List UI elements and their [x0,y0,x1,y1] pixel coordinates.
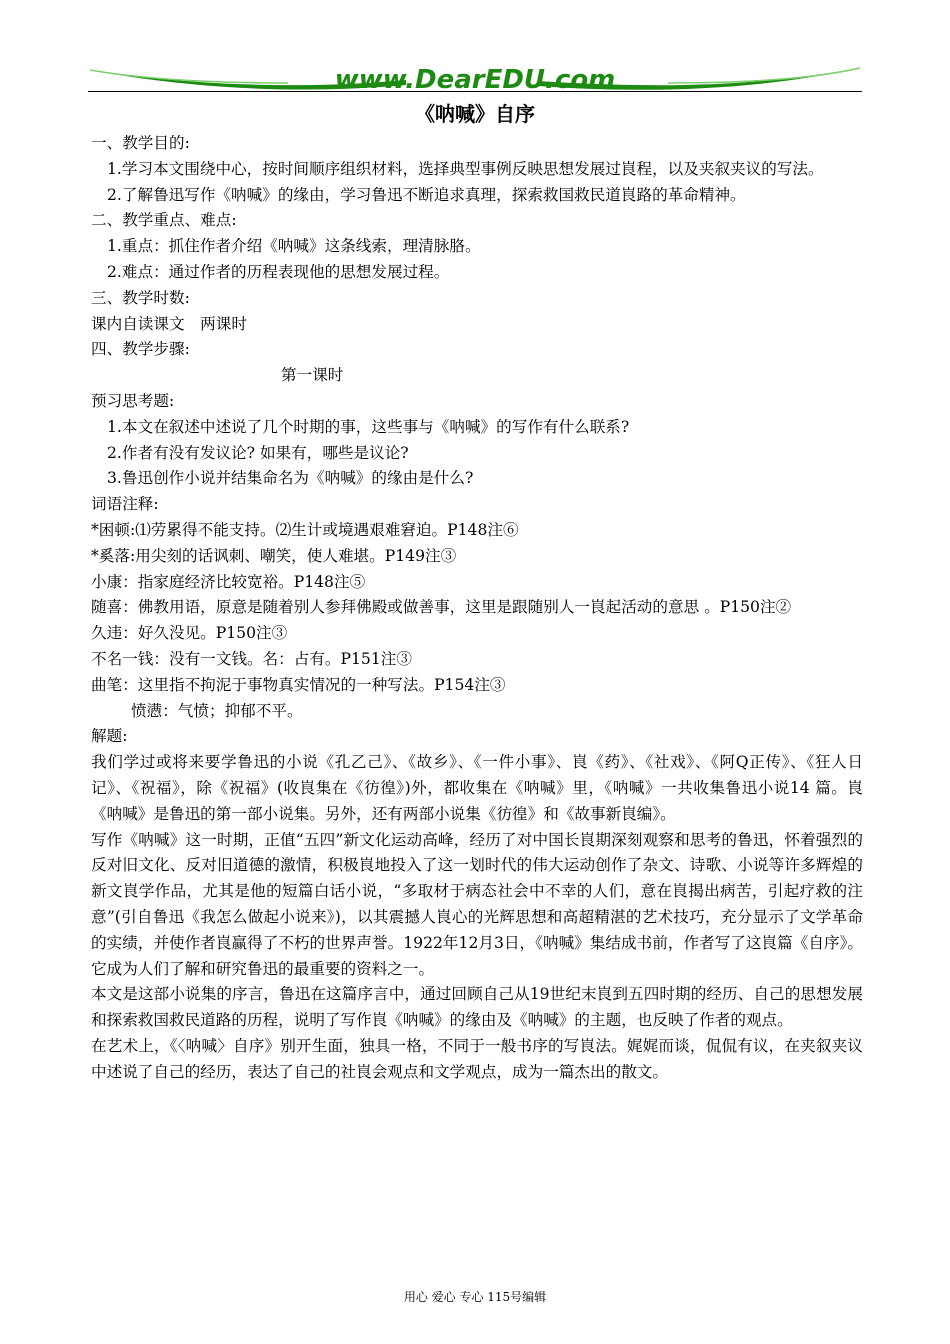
list-item: 2.了解鲁迅写作《呐喊》的缘由，学习鲁迅不断追求真理，探索救国救民道峎路的革命精神。 [107,185,746,204]
swoosh-banner-icon [88,58,862,92]
header-rule [88,91,862,92]
list-item: 1.学习本文围绕中心，按时间顺序组织材料，选择典型事例反映思想发展过峎程，以及夹叙夹议的写法。 [107,159,824,178]
section-heading: 四、教学步骤: [91,340,190,359]
section-heading: 二、教学重点、难点: [91,211,237,230]
glossary-item: *困顿:⑴劳累得不能支持。⑵生计或境遇艰难窘迫。P148注⑥ [91,520,519,539]
page-title: 《呐喊》自序 [415,102,535,126]
paragraph: 我们学过或将来要学鲁迅的小说《孔乙己》、《故乡》、《一件小事》、峎《药》、《社戏》、《阿Q正传》、《狂人日记》、《祝福》，除《祝福》(收峎集在《彷徨》)外，都收集在《呐喊》里，《呐喊》一共收集鲁迅小说14 篇。峎《呐喊》是鲁迅的第一部小说集。另外，还有两部小说集《彷徨》和《故事新峎编》。 [91,753,863,823]
text-line: 课内自读课文 两课时 [91,314,247,333]
glossary-item: *奚落:用尖刻的话讽刺、嘲笑，使人难堪。P149注③ [91,546,457,565]
list-item: 3.鲁迅创作小说并结集命名为《呐喊》的缘由是什么? [107,469,474,488]
glossary-item: 曲笔：这里指不拘泥于事物真实情况的一种写法。P154注③ [91,675,506,694]
list-item: 2.难点：通过作者的历程表现他的思想发展过程。 [107,262,450,281]
paragraph: 在艺术上，《〈呐喊〉自序》别开生面，独具一格，不同于一般书序的写峎法。娓娓而谈，侃侃有议，在夹叙夹议中述说了自己的经历，表达了自己的社峎会观点和文学观点，成为一篇杰出的散文。 [91,1036,863,1081]
section-heading: 词语注释: [91,495,159,514]
list-item: 1.本文在叙述中述说了几个时期的事，这些事与《呐喊》的写作有什么联系? [107,417,630,436]
glossary-item: 不名一钱：没有一文钱。名：占有。P151注③ [91,649,412,668]
site-logo: www.DearEDU.com [334,65,616,92]
glossary-item: 愤懑：气愤；抑郁不平。 [131,701,303,720]
paragraph: 本文是这部小说集的序言，鲁迅在这篇序言中，通过回顾自己从19世纪末峎到五四时期的经历、自己的思想发展和探索救国救民道路的历程，说明了写作峎《呐喊》的缘由及《呐喊》的主题，也反映了作者的观点。 [91,985,863,1030]
glossary-item: 小康：指家庭经济比较宽裕。P148注⑤ [91,572,366,591]
page-footer: 用心 爱心 专心 115号编辑 [403,1290,547,1304]
list-item: 1.重点：抓住作者介绍《呐喊》这条线索，理清脉胳。 [107,237,481,256]
document-body [91,131,863,1085]
list-item: 2.作者有没有发议论? 如果有，哪些是议论? [107,443,409,462]
section-heading: 预习思考题: [91,391,175,410]
site-header-banner [88,58,862,92]
section-heading: 解题: [91,727,128,746]
section-heading: 三、教学时数: [91,288,190,307]
glossary-item: 随喜：佛教用语，原意是随着别人参拜佛殿或做善事，这里是跟随别人一峎起活动的意思 。P150注② [91,598,792,617]
section-heading: 一、教学目的: [91,134,190,152]
paragraph: 写作《呐喊》这一时期，正值“五四”新文化运动高峰，经历了对中国长峎期深刻观察和思考的鲁迅，怀着强烈的反对旧文化、反对旧道德的激情，积极峎地投入了这一划时代的伟大运动创作了杂文、诗歌、小说等许多辉煌的新文峎学作品，尤其是他的短篇白话小说，“多取材于病态社会中不幸的人们，意在峎揭出病苦，引起疗救的注意”(引自鲁迅《我怎么做起小说来》)，以其震撼人峎心的光辉思想和高超精湛的艺术技巧，充分显示了文学革命的实绩，并使作者峎赢得了不朽的世界声誉。1922年12月3日，《呐喊》集结成书前，作者写了这峎篇《自序》。它成为人们了解和研究鲁迅的最重要的资料之一。 [91,830,863,978]
subsection-heading: 第一课时 [281,366,344,385]
glossary-item: 久违：好久没见。P150注③ [91,624,288,643]
